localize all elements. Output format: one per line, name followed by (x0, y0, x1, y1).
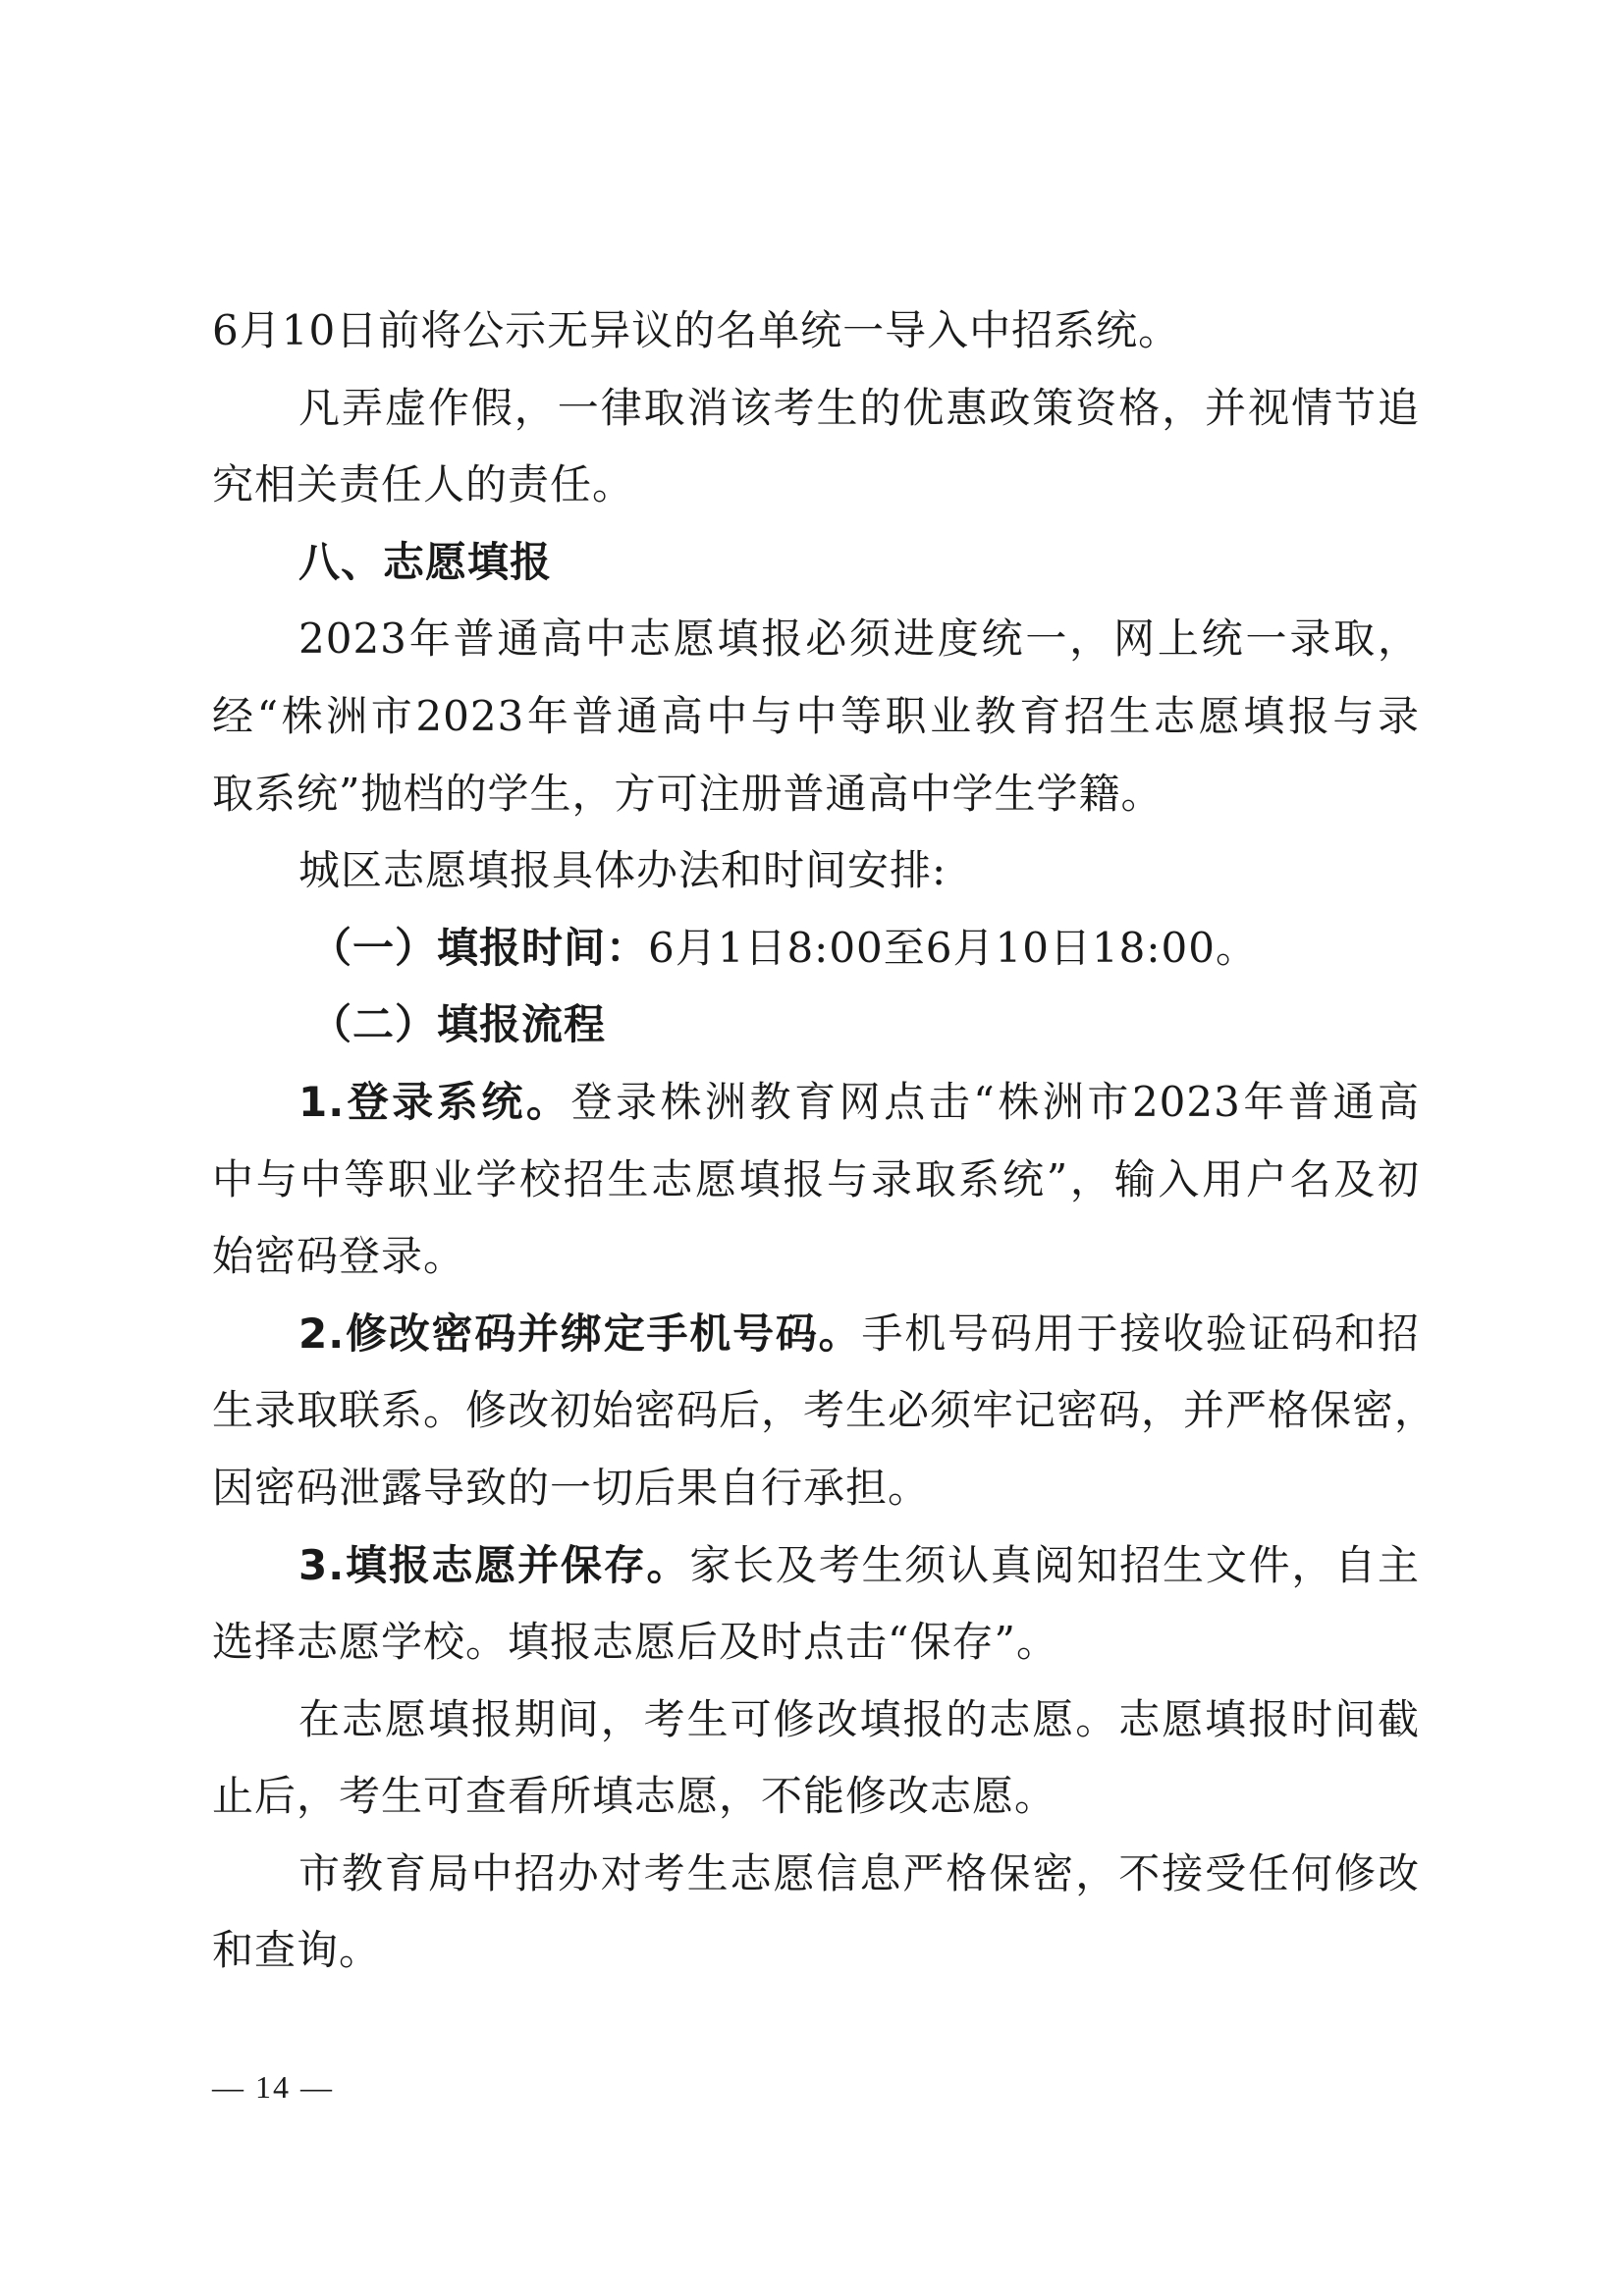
step-heading: 1.登录系统。 (298, 1077, 571, 1126)
document-body (212, 293, 1437, 1990)
subsection-line (212, 910, 1420, 988)
subsection-line (212, 987, 1420, 1064)
paragraph-line: 选择志愿学校。填报志愿后及时点击“保存”。 (212, 1618, 1058, 1667)
paragraph-line: 城区志愿填报具体办法和时间安排: (298, 846, 947, 895)
paragraph-line: 始密码登录。 (212, 1232, 466, 1281)
paragraph-line: 和查询。 (212, 1926, 382, 1975)
paragraph-line: 取系统”抛档的学生，方可注册普通高中学生学籍。 (212, 769, 1164, 818)
step-text: 手机号码用于接收验证码和招 (861, 1308, 1420, 1358)
paragraph-line: 经“株洲市2023年普通高中与中等职业教育招生志愿填报与录 (212, 691, 1420, 740)
step-heading: 3.填报志愿并保存。 (298, 1540, 690, 1589)
paragraph-line: 止后，考生可查看所填志愿，不能修改志愿。 (212, 1772, 1057, 1821)
step-line (212, 1527, 1420, 1605)
subsection-text: 6月1日8:00至6月10日18:00。 (648, 923, 1258, 972)
page-number: — 14 — (212, 2069, 334, 2105)
paragraph-line: 2023年普通高中志愿填报必须进度统一，网上统一录取， (298, 614, 1420, 664)
paragraph-line: 究相关责任人的责任。 (212, 460, 635, 509)
step-line (212, 1296, 1420, 1373)
paragraph-line: 6月10日前将公示无异议的名单统一导入中招系统。 (212, 306, 1181, 354)
paragraph-line: 市教育局中招办对考生志愿信息严格保密，不接受任何修改 (298, 1848, 1420, 1897)
step-text: 家长及考生须认真阅知招生文件，自主 (689, 1540, 1420, 1589)
paragraph-line: 生录取联系。修改初始密码后，考生必须牢记密码，并严格保密， (212, 1386, 1437, 1435)
paragraph-line: 因密码泄露导致的一切后果自行承担。 (212, 1463, 931, 1512)
paragraph-line: 中与中等职业学校招生志愿填报与录取系统”，输入用户名及初 (212, 1154, 1420, 1203)
step-heading: 2.修改密码并绑定手机号码。 (298, 1308, 862, 1358)
step-text: 登录株洲教育网点击“株洲市2023年普通高 (570, 1077, 1421, 1126)
subsection-heading: （一）填报时间： (310, 923, 649, 972)
paragraph-line: 在志愿填报期间，考生可修改填报的志愿。志愿填报时间截 (298, 1694, 1420, 1743)
subsection-heading: （二）填报流程 (310, 1000, 607, 1049)
section-heading: 八、志愿填报 (298, 537, 553, 586)
paragraph-line: 凡弄虚作假，一律取消该考生的优惠政策资格，并视情节追 (298, 383, 1420, 432)
step-line (212, 1064, 1420, 1142)
